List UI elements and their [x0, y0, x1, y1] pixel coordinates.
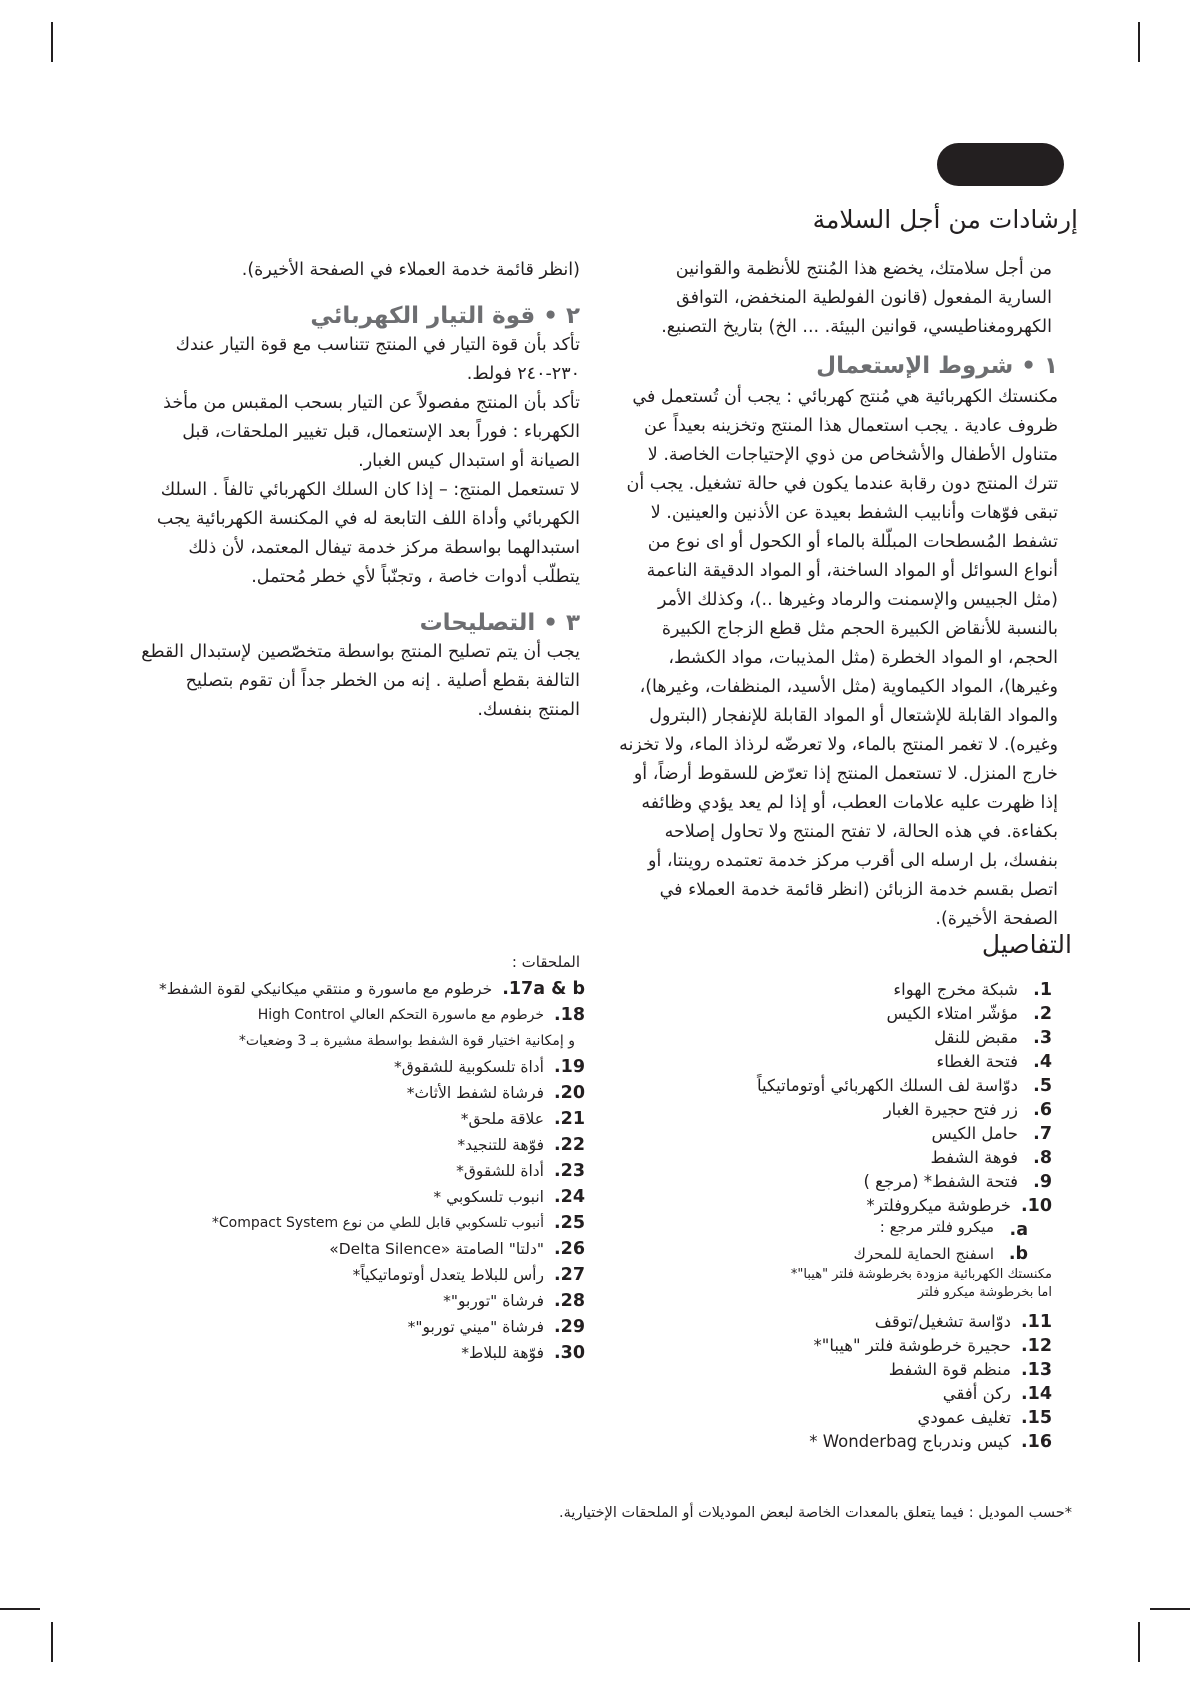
accessory-num: 21. — [553, 1109, 585, 1129]
details-num: 5. — [1033, 1076, 1052, 1096]
details-text: اما بخرطوشة ميكرو فلتر — [917, 1285, 1052, 1300]
section-repairs — [138, 610, 580, 725]
details-text: منظم قوة الشفط — [888, 1360, 1011, 1379]
accessory-num: 28. — [553, 1291, 585, 1311]
usage-body: مكنستك الكهربائية هي مُنتج كهربائي : يجب أن تُستعمل في ظروف عادية . يجب استعمال هذا المنتج وتخزينه بعيداً عن متناول الأطفال والأشخاص من ذوي الإحتياجات الخاصة. لا تترك المنتج دون رقابة عندما يكون في حالة تشغيل. يجب أن تبقى فوّهات وأنابيب الشفط بعيدة عن الأذنين والعينين. لا تشفط المُسطحات المبلّلة بالماء أو الكحول أو اى نوع من أنواع السوائل أو المواد الساخنة، أو المواد الدقيقة الناعمة (مثل الجبيس والإسمنت والرماد وغيرها ..)، وكذلك الأمر بالنسبة للأنقاض الكبيرة الحجم مثل قطع الزجاج الكبيرة الحجم، او المواد الخطرة (مثل المذيبات، مواد الكشط، وغيرها)، المواد الكيماوية (مثل الأسيد، المنظفات، وغيرها)، والمواد القابلة للإشتعال أو المواد القابلة للإنفجار (البترول وغيره). لا تغمر المنتج بالماء، ولا تعرضّه لرذاذ الماء، ولا تخزنه خارج المنزل. لا تستعمل المنتج إذا تعرّض للسقوط أرضاً، أو إذا ظهرت عليه علامات العطب، أو إذا لم يعد يؤدي وظائفه بكفاءة. في هذه الحالة، لا تفتح المنتج ولا تحاول إصلاحه بنفسك، بل ارسله الى أقرب مركز خدمة تعتمده روينتا، أو اتصل بقسم خدمة الزبائن (انظر قائمة خدمة العملاء في الصفحة الأخيرة). — [619, 387, 1058, 929]
accessory-num: 30. — [553, 1343, 585, 1363]
details-item — [632, 1334, 1052, 1358]
details-text: حامل الكيس — [931, 1124, 1018, 1143]
accessory-item — [105, 1028, 585, 1054]
power-p2: تأكد بأن المنتج مفصولاً عن التيار بسحب المقبس من مأخذ الكهرباء : فوراً بعد الإستعمال، قبل تغيير الملحقات، قبل الصيانة أو استبدال كيس الغبار. — [163, 393, 580, 471]
details-item — [632, 1146, 1052, 1170]
accessories-heading: الملحقات : — [511, 953, 580, 971]
power-p1: تأكد بأن قوة التيار في المنتج تتناسب مع قوة التيار عندك ٢٣٠-٢٤٠ فولط. — [175, 335, 580, 384]
details-item — [632, 1074, 1052, 1098]
service-ref-text: (انظر قائمة خدمة العملاء في الصفحة الأخيرة). — [241, 260, 580, 280]
power-p3: لا تستعمل المنتج: – إذا كان السلك الكهربائي تالفاً . السلك الكهربائي وأداة اللف التابعة له في المكنسة الكهربائية يجب استبدالهما بواسطة مركز خدمة تيفال المعتمد، لأن ذلك يتطلّب أدوات خاصة ، وتجنّباً لأي خطر مُحتمل. — [156, 480, 580, 587]
details-item — [632, 1358, 1052, 1382]
accessory-text: فوّهة للبلاط* — [461, 1344, 544, 1362]
service-ref-top — [230, 256, 580, 284]
accessory-text: أداة للشقوق* — [456, 1162, 544, 1180]
details-text: اسفنج الحماية للمحرك — [853, 1245, 994, 1263]
details-text: فتحة الشفط* (مرجع ) — [863, 1172, 1018, 1191]
accessory-text: فرشاة "توربو"* — [443, 1292, 544, 1310]
accessory-text: فرشاة لشفط الأثاث* — [406, 1084, 544, 1102]
crop-mark-br-h — [1150, 1608, 1190, 1610]
accessory-text: فوّهة للتنجيد* — [457, 1136, 544, 1154]
details-num: 6. — [1033, 1100, 1052, 1120]
details-text: ركن أفقي — [942, 1384, 1011, 1403]
section-usage — [612, 353, 1058, 934]
accessory-text: علاقة ملحق* — [460, 1110, 544, 1128]
accessory-item — [105, 1080, 585, 1106]
accessory-num: 29. — [553, 1317, 585, 1337]
section-power — [138, 303, 580, 592]
details-text: خرطوشة ميكروفلتر* — [866, 1196, 1011, 1215]
details-item — [632, 1310, 1052, 1334]
details-item — [632, 1098, 1052, 1122]
details-item — [632, 1266, 1052, 1284]
details-num: 13. — [1020, 1360, 1052, 1380]
details-text: دوّاسة لف السلك الكهربائي أوتوماتيكياً — [757, 1076, 1018, 1095]
details-item — [632, 1026, 1052, 1050]
details-item — [632, 1050, 1052, 1074]
details-num: 1. — [1033, 980, 1052, 1000]
details-text: فوهة الشفط — [930, 1148, 1018, 1167]
accessory-item — [105, 976, 585, 1002]
crop-mark-tl-v — [51, 22, 53, 62]
details-num: 14. — [1020, 1384, 1052, 1404]
details-text: حجيرة خرطوشة فلتر "هيبا"* — [813, 1336, 1011, 1355]
accessories-list — [105, 976, 585, 1366]
accessory-num: 17a & b. — [502, 979, 585, 999]
details-item — [632, 978, 1052, 1002]
crop-mark-tr-v — [1138, 22, 1140, 62]
details-text: مقبض للنقل — [934, 1028, 1018, 1047]
accessory-item — [105, 1132, 585, 1158]
details-item — [632, 1284, 1052, 1302]
accessory-item — [105, 1236, 585, 1262]
details-item — [632, 1002, 1052, 1026]
accessory-item — [105, 1158, 585, 1184]
accessory-text: خرطوم مع ماسورة التحكم العالي High Control — [257, 1007, 544, 1023]
details-num: 4. — [1033, 1052, 1052, 1072]
repairs-body: يجب أن يتم تصليح المنتج بواسطة متخصّصين لإستبدال القطع التالفة بقطع أصلية . إنه من الخطر جداً أن تقوم بتصليح المنتج بنفسك. — [141, 642, 580, 720]
details-item — [632, 1382, 1052, 1406]
accessory-item — [105, 1002, 585, 1028]
details-text: تغليف عمودي — [917, 1408, 1011, 1427]
accessory-num: 22. — [553, 1135, 585, 1155]
power-heading: ٢ • قوة التيار الكهربائي — [310, 303, 580, 329]
details-item — [632, 1170, 1052, 1194]
accessory-item — [105, 1210, 585, 1236]
details-item — [632, 1194, 1052, 1218]
accessory-item — [105, 1054, 585, 1080]
details-num: 16. — [1020, 1432, 1052, 1452]
details-item — [632, 1122, 1052, 1146]
details-item — [632, 1406, 1052, 1430]
accessory-item — [105, 1184, 585, 1210]
details-num: 15. — [1020, 1408, 1052, 1428]
accessory-num: 26. — [553, 1239, 585, 1259]
usage-heading: ١ • شروط الإستعمال — [816, 353, 1058, 379]
details-num: 3. — [1033, 1028, 1052, 1048]
details-text: ميكرو فلتر مرجع : — [879, 1218, 994, 1236]
details-text: فتحة الغطاء — [936, 1052, 1018, 1071]
accessory-text: رأس للبلاط يتعدل أوتوماتيكياً* — [352, 1266, 544, 1284]
accessory-num: 27. — [553, 1265, 585, 1285]
details-num: 7. — [1033, 1124, 1052, 1144]
details-num: 2. — [1033, 1004, 1052, 1024]
accessory-item — [105, 1262, 585, 1288]
details-num: a. — [1009, 1220, 1028, 1240]
crop-mark-bl-v — [51, 1622, 53, 1662]
details-list — [632, 978, 1052, 1454]
accessory-text: فرشاة "ميني توربو"* — [407, 1318, 544, 1336]
crop-mark-br-v — [1138, 1622, 1140, 1662]
details-item — [632, 1218, 1052, 1242]
accessory-item — [105, 1314, 585, 1340]
details-num: 8. — [1033, 1148, 1052, 1168]
details-heading: التفاصيل — [981, 930, 1072, 959]
details-text: دوّاسة تشغيل/توقف — [874, 1312, 1011, 1331]
details-num: 9. — [1033, 1172, 1052, 1192]
accessory-text: أداة تلسكوبية للشقوق* — [394, 1058, 544, 1076]
accessory-num: 18. — [553, 1005, 585, 1025]
accessory-text: "دلتا" الصامتة «Delta Silence» — [329, 1240, 544, 1258]
accessory-num: 25. — [553, 1213, 585, 1233]
footnote: *حسب الموديل : فيما يتعلق بالمعدات الخاصة لبعض الموديلات أو الملحقات الإختيارية. — [559, 1505, 1072, 1521]
accessory-text: انبوب تلسكوبي * — [433, 1188, 544, 1206]
details-text: زر فتح حجيرة الغبار — [883, 1100, 1018, 1119]
details-item — [632, 1430, 1052, 1454]
details-text: كيس وندرباج Wonderbag * — [809, 1432, 1011, 1451]
details-num: 11. — [1020, 1312, 1052, 1332]
accessory-text: خرطوم مع ماسورة و منتقي ميكانيكي لقوة الشفط* — [158, 980, 493, 998]
accessory-item — [105, 1106, 585, 1132]
language-tab — [937, 143, 1064, 186]
details-text: مكنستك الكهربائية مزودة بخرطوشة فلتر "هيبا"* — [790, 1267, 1052, 1282]
details-text: مؤشّر امتلاء الكيس — [886, 1004, 1018, 1023]
crop-mark-bl-h — [0, 1608, 40, 1610]
accessory-num: 19. — [553, 1057, 585, 1077]
accessory-text: أنبوب تلسكوبي قابل للطي من نوع Compact System* — [211, 1215, 544, 1231]
details-num: b. — [1008, 1244, 1028, 1264]
accessory-item — [105, 1288, 585, 1314]
details-num: 12. — [1020, 1336, 1052, 1356]
details-num: 10. — [1020, 1196, 1052, 1216]
details-text: شبكة مخرج الهواء — [893, 980, 1018, 999]
accessory-num: 24. — [553, 1187, 585, 1207]
repairs-heading: ٣ • التصليحات — [419, 610, 580, 636]
accessory-item — [105, 1340, 585, 1366]
accessory-num: 23. — [553, 1161, 585, 1181]
page-title: إرشادات من أجل السلامة — [812, 205, 1078, 234]
intro-block — [625, 255, 1052, 342]
details-item — [632, 1242, 1052, 1266]
intro-text: من أجل سلامتك، يخضع هذا المُنتج للأنظمة والقوانين السارية المفعول (قانون الفولطية المنخفض، التوافق الكهرومغناطيسي، قوانين البيئة. ... الخ) بتاريخ التصنيع. — [661, 259, 1052, 337]
accessory-text: و إمكانية اختيار قوة الشفط بواسطة مشيرة بـ 3 وضعيات* — [238, 1033, 575, 1049]
accessory-num: 20. — [553, 1083, 585, 1103]
